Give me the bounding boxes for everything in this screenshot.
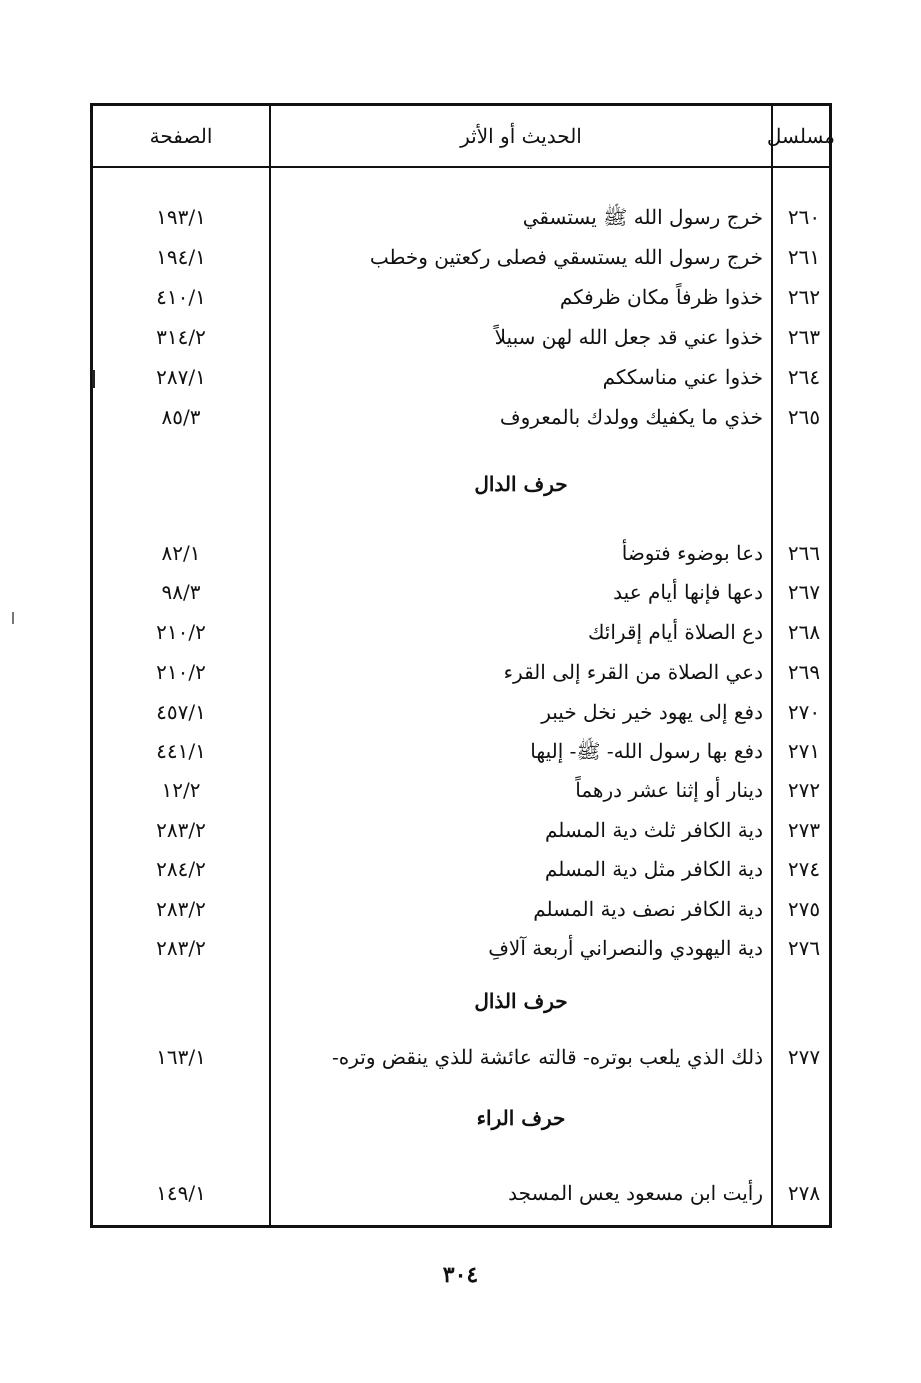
section-heading-thal: حرف الذال [474, 989, 568, 1013]
page-number: ٣٠٤ [442, 1262, 479, 1288]
table-row [93, 613, 829, 651]
row-serial: ٢٦٩ [787, 660, 821, 684]
row-page: ٢٨٤/٢ [156, 857, 206, 881]
table-row [93, 929, 829, 967]
table-row [93, 198, 829, 236]
row-page: ٨٢/١ [161, 541, 201, 565]
row-page: ٤٤١/١ [156, 739, 206, 763]
row-serial: ٢٧٥ [787, 897, 821, 921]
row-text: خذوا عني قد جعل الله لهن سبيلاً [494, 325, 763, 349]
row-serial: ٢٦٤ [787, 365, 821, 389]
row-page: ٣١٤/٢ [156, 325, 206, 349]
table-row [93, 850, 829, 888]
row-page: ٨٥/٣ [161, 405, 201, 429]
row-text: ذلك الذي يلعب بوتره- قالته عائشة للذي ينقض وتره- [332, 1045, 763, 1069]
row-text: خرج رسول الله يستسقي فصلى ركعتين وخطب [369, 245, 763, 269]
row-serial: ٢٧٠ [787, 700, 821, 724]
row-serial: ٢٧١ [787, 739, 821, 763]
row-serial: ٢٧٤ [787, 857, 821, 881]
row-text: دعي الصلاة من القرء إلى القرء [503, 660, 763, 684]
row-text: دفع إلى يهود خير نخل خيبر [541, 700, 763, 724]
row-serial: ٢٦٧ [787, 580, 821, 604]
row-page: ١٢/٢ [161, 778, 201, 802]
table-row [93, 358, 829, 396]
table-row [93, 318, 829, 356]
row-page: ٢٨٣/٢ [156, 897, 206, 921]
row-page: ٤١٠/١ [156, 285, 206, 309]
row-page: ١٤٩/١ [156, 1181, 206, 1205]
table-row [93, 1174, 829, 1212]
section-heading-dal: حرف الدال [474, 472, 568, 496]
row-page: ١٩٤/١ [156, 245, 206, 269]
row-serial: ٢٧٣ [787, 818, 821, 842]
row-page: ١٦٣/١ [156, 1045, 206, 1069]
row-text: دينار أو إثنا عشر درهماً [575, 778, 763, 802]
scan-artifact [12, 612, 14, 624]
row-text: خذي ما يكفيك وولدك بالمعروف [499, 405, 763, 429]
row-text: دعها فإنها أيام عيد [613, 580, 763, 604]
row-page: ٤٥٧/١ [156, 700, 206, 724]
row-serial: ٢٦٦ [787, 541, 821, 565]
row-serial: ٢٧٧ [787, 1045, 821, 1069]
header-text: الحديث أو الأثر [460, 124, 582, 148]
row-text: خذوا ظرفاً مكان ظرفكم [559, 285, 763, 309]
row-text: دية اليهودي والنصراني أربعة آلافِ [488, 936, 763, 960]
row-serial: ٢٦٢ [787, 285, 821, 309]
row-serial: ٢٦١ [787, 245, 821, 269]
row-text: خذوا عني مناسككم [602, 365, 763, 389]
table-row [93, 534, 829, 572]
table-row [93, 653, 829, 691]
table-row [93, 693, 829, 731]
table-row [93, 811, 829, 849]
row-text: دية الكافر نصف دية المسلم [533, 897, 763, 921]
row-page: ٢١٠/٢ [156, 660, 206, 684]
table-row [93, 573, 829, 611]
row-page: ٩٨/٣ [161, 580, 201, 604]
table-row [93, 732, 829, 770]
table-header [93, 106, 835, 168]
row-text: خرج رسول الله ﷺ يستسقي [522, 205, 763, 229]
row-page: ٢١٠/٢ [156, 620, 206, 644]
table-row [93, 890, 829, 928]
index-table [90, 103, 835, 1228]
header-serial: مسلسل [766, 124, 835, 148]
table-row [93, 238, 829, 276]
row-text: دع الصلاة أيام إقرائك [587, 620, 763, 644]
row-serial: ٢٦٥ [787, 405, 821, 429]
row-serial: ٢٧٦ [787, 936, 821, 960]
row-serial: ٢٦٣ [787, 325, 821, 349]
header-page: الصفحة [149, 124, 213, 148]
row-serial: ٢٦٠ [787, 205, 821, 229]
row-text: دية الكافر مثل دية المسلم [544, 857, 763, 881]
row-serial: ٢٦٨ [787, 620, 821, 644]
row-page: ١٩٣/١ [156, 205, 206, 229]
row-page: ٢٨٣/٢ [156, 936, 206, 960]
table-row [93, 1038, 829, 1076]
row-text: دفع بها رسول الله- ﷺ- إليها [530, 739, 763, 763]
table-row [93, 398, 829, 436]
row-text: دية الكافر ثلث دية المسلم [544, 818, 763, 842]
row-text: دعا بوضوء فتوضأ [621, 541, 763, 565]
row-page: ٢٨٣/٢ [156, 818, 206, 842]
scan-artifact [92, 370, 95, 388]
row-serial: ٢٧٨ [787, 1181, 821, 1205]
row-text: رأيت ابن مسعود يعس المسجد [508, 1181, 763, 1205]
table-row [93, 771, 829, 809]
table-row [93, 278, 829, 316]
row-serial: ٢٧٢ [787, 778, 821, 802]
section-heading-ra: حرف الراء [476, 1106, 566, 1130]
row-page: ٢٨٧/١ [156, 365, 206, 389]
